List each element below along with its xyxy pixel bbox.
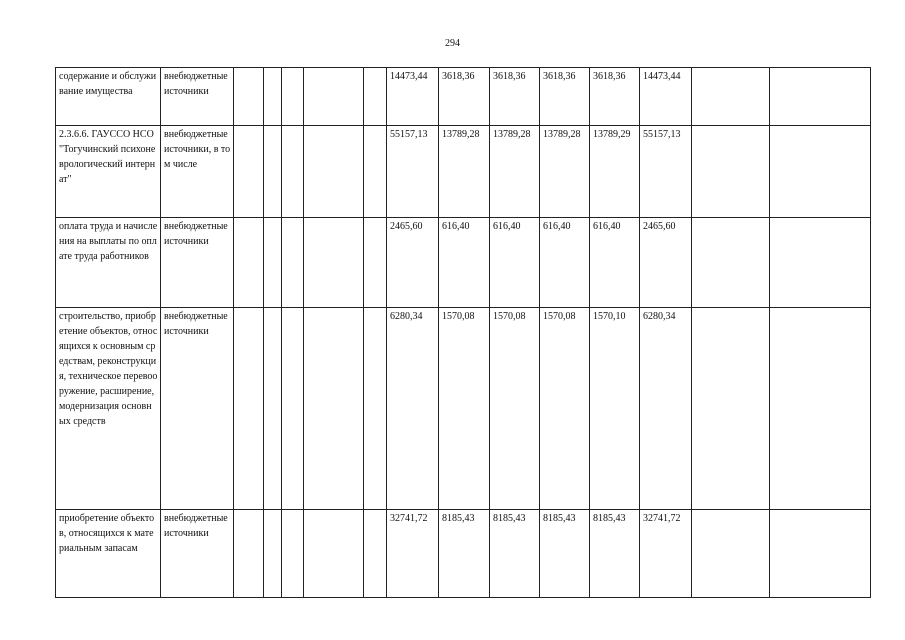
total-cell: 14473,44 — [387, 68, 439, 126]
table-row — [56, 510, 871, 598]
empty-cell — [264, 510, 282, 598]
empty-cell — [364, 68, 387, 126]
empty-cell — [234, 218, 264, 308]
funding-source-cell: внебюджетные источники, в том числе — [161, 126, 234, 218]
total-cell: 2465,60 — [387, 218, 439, 308]
q2-cell: 1570,08 — [490, 308, 540, 510]
table-row — [56, 68, 871, 126]
q4-cell: 1570,10 — [590, 308, 640, 510]
empty-cell — [234, 68, 264, 126]
empty-cell — [364, 510, 387, 598]
empty-cell — [234, 308, 264, 510]
empty-cell — [364, 126, 387, 218]
empty-cell — [264, 68, 282, 126]
q4-cell: 3618,36 — [590, 68, 640, 126]
funding-source-cell: внебюджетные источники — [161, 218, 234, 308]
empty-cell — [234, 510, 264, 598]
q2-cell: 13789,28 — [490, 126, 540, 218]
empty-cell — [770, 126, 871, 218]
total-cell: 32741,72 — [387, 510, 439, 598]
q4-cell: 13789,29 — [590, 126, 640, 218]
q1-cell: 3618,36 — [439, 68, 490, 126]
empty-cell — [692, 510, 770, 598]
q1-cell: 616,40 — [439, 218, 490, 308]
q3-cell: 8185,43 — [540, 510, 590, 598]
q2-cell: 616,40 — [490, 218, 540, 308]
empty-cell — [770, 510, 871, 598]
q1-cell: 1570,08 — [439, 308, 490, 510]
empty-cell — [304, 218, 364, 308]
empty-cell — [364, 308, 387, 510]
empty-cell — [364, 218, 387, 308]
table-row — [56, 308, 871, 510]
empty-cell — [692, 308, 770, 510]
empty-cell — [264, 126, 282, 218]
empty-cell — [692, 126, 770, 218]
total2-cell: 32741,72 — [640, 510, 692, 598]
total2-cell: 2465,60 — [640, 218, 692, 308]
empty-cell — [770, 308, 871, 510]
total2-cell: 6280,34 — [640, 308, 692, 510]
table-row — [56, 126, 871, 218]
empty-cell — [304, 126, 364, 218]
page-number: 294 — [445, 38, 460, 49]
table-row — [56, 218, 871, 308]
empty-cell — [282, 68, 304, 126]
q3-cell: 3618,36 — [540, 68, 590, 126]
row-name-cell: приобретение объектов, относящихся к материальным запасам — [56, 510, 161, 598]
empty-cell — [304, 308, 364, 510]
budget-table — [55, 67, 871, 598]
q1-cell: 8185,43 — [439, 510, 490, 598]
empty-cell — [264, 308, 282, 510]
q2-cell: 8185,43 — [490, 510, 540, 598]
row-name-cell: 2.3.6.6. ГАУССО НСО "Тогучинский психоневрологический интернат" — [56, 126, 161, 218]
row-name-cell: оплата труда и начисления на выплаты по оплате труда работников — [56, 218, 161, 308]
funding-source-cell: внебюджетные источники — [161, 68, 234, 126]
funding-source-cell: внебюджетные источники — [161, 308, 234, 510]
empty-cell — [282, 510, 304, 598]
empty-cell — [282, 218, 304, 308]
q1-cell: 13789,28 — [439, 126, 490, 218]
empty-cell — [304, 68, 364, 126]
row-name-cell: содержание и обслуживание имущества — [56, 68, 161, 126]
funding-source-cell: внебюджетные источники — [161, 510, 234, 598]
q2-cell: 3618,36 — [490, 68, 540, 126]
empty-cell — [770, 218, 871, 308]
empty-cell — [282, 126, 304, 218]
q4-cell: 8185,43 — [590, 510, 640, 598]
q3-cell: 1570,08 — [540, 308, 590, 510]
empty-cell — [282, 308, 304, 510]
total2-cell: 14473,44 — [640, 68, 692, 126]
empty-cell — [234, 126, 264, 218]
empty-cell — [770, 68, 871, 126]
empty-cell — [692, 218, 770, 308]
q3-cell: 13789,28 — [540, 126, 590, 218]
empty-cell — [304, 510, 364, 598]
q3-cell: 616,40 — [540, 218, 590, 308]
total2-cell: 55157,13 — [640, 126, 692, 218]
total-cell: 6280,34 — [387, 308, 439, 510]
total-cell: 55157,13 — [387, 126, 439, 218]
row-name-cell: строительство, приобретение объектов, относящихся к основным средствам, реконструкция, техническое перевооружение, расширение, модернизация основных средств — [56, 308, 161, 510]
empty-cell — [692, 68, 770, 126]
q4-cell: 616,40 — [590, 218, 640, 308]
empty-cell — [264, 218, 282, 308]
